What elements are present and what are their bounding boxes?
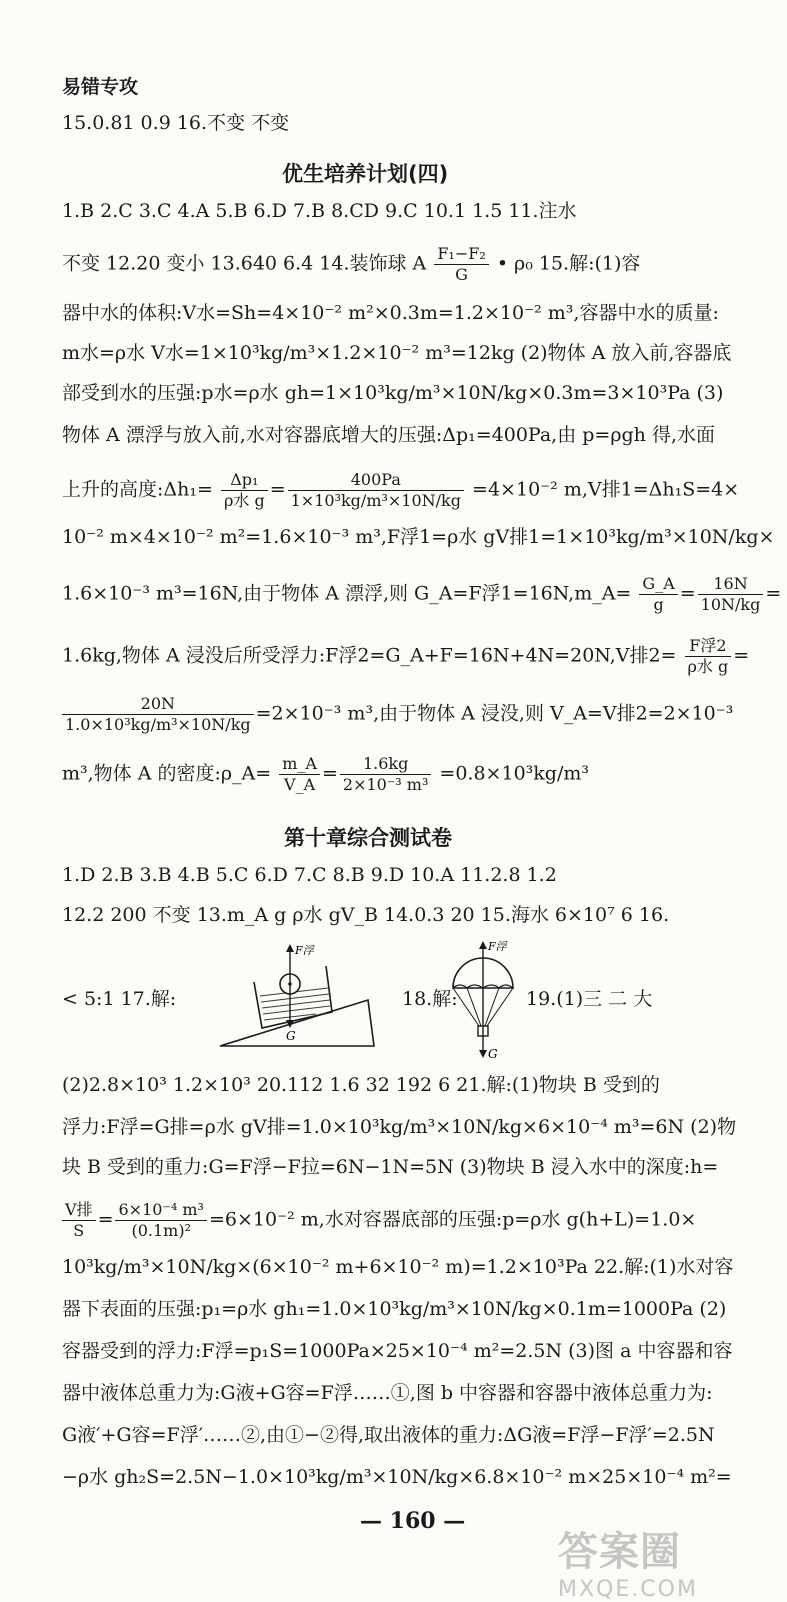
fraction bbox=[62, 694, 254, 735]
answer-line: 器下表面的压强:p₁=ρ水 gh₁=1.0×10³kg/m³×10N/kg×0.1m=1000Pa (2) bbox=[62, 1298, 727, 1320]
fraction-denominator: g bbox=[653, 595, 664, 614]
fraction-numerator: 20N bbox=[62, 694, 254, 715]
section-heading-yicuo: 易错专攻 bbox=[62, 76, 139, 98]
answer-line: 浮力:F浮=G排=ρ水 gV排=1.0×10³kg/m³×10N/kg×6×10⁻⁴ m³=6N (2)物 bbox=[62, 1116, 737, 1138]
line-text: =2×10⁻³ m³,由于物体 A 浸没,则 V_A=V排2=2×10⁻³ bbox=[255, 702, 734, 725]
answer-line: 15.0.81 0.9 16.不变 不变 bbox=[62, 112, 290, 134]
answer-line: m³,物体 A 的密度:ρ_A= $\frac{m\_A}{V\_A}$ = $\frac{1.6kg}{\text{2×10⁻³ m³}}$ =0.8×10³kg/m³ bbox=[62, 754, 589, 794]
answer-line: 容器受到的浮力:F浮=p₁S=1000Pa×25×10⁻⁴ m²=2.5N (3)图 a 中容器和容 bbox=[62, 1340, 733, 1362]
line-text: =0.8×10³kg/m³ bbox=[439, 762, 589, 785]
answer-line bbox=[62, 694, 733, 735]
answer-line: 器中水的体积:V水=Sh=4×10⁻² m²×0.3m=1.2×10⁻² m³,容器中水的质量: bbox=[62, 302, 719, 324]
answer-line bbox=[62, 244, 640, 285]
fraction-denominator: S bbox=[73, 1221, 85, 1240]
watermark-logo bbox=[558, 1520, 698, 1602]
fraction bbox=[288, 470, 464, 511]
line-text: m³,物体 A 的密度:ρ_A= bbox=[62, 762, 272, 785]
fraction-numerator: 16N bbox=[698, 574, 764, 595]
fraction-denominator: ρ水 g bbox=[223, 491, 265, 510]
answer-line: m水=ρ水 V水=1×10³kg/m³×1.2×10⁻² m³=12kg (2)物体 A 放入前,容器底 bbox=[62, 342, 732, 364]
answer-line: $\frac{\text{V排}}{S}$ = $\frac{\text{6×10⁻⁴ m³}}{\text{(0.1m)²}}$ =6×10⁻² m,水对容器底部的压强:p=ρ水 g(h+L)=1.0× bbox=[62, 1200, 696, 1241]
figure-18-buoyancy-label: F浮 bbox=[488, 940, 507, 953]
fraction-denominator: 10N/kg bbox=[700, 595, 761, 614]
answer-line bbox=[62, 636, 749, 677]
answer-line: G液′+G容=F浮′……②,由①−②得,取出液体的重力:ΔG液=F浮−F浮′=2.5N bbox=[62, 1424, 715, 1446]
fraction-numerator: 1.6kg bbox=[340, 754, 431, 775]
fraction-numerator: F₁−F₂ bbox=[434, 244, 488, 265]
fraction-numerator: G_A bbox=[639, 574, 677, 595]
fraction bbox=[115, 1200, 206, 1241]
answer-line: 物体 A 漂浮与放入前,水对容器底增大的压强:Δp₁=400Pa,由 p=ρgh 得,水面 bbox=[62, 424, 715, 446]
line-text: = bbox=[733, 644, 750, 667]
watermark-text: 答案圈 bbox=[558, 1529, 681, 1575]
page-number: — 160 — bbox=[360, 1508, 466, 1534]
figure-17-gravity-label: G bbox=[286, 1029, 296, 1043]
fraction-denominator: 1×10³kg/m³×10N/kg bbox=[290, 491, 461, 510]
answer-line: < 5:1 17.解: bbox=[62, 988, 177, 1010]
fraction bbox=[434, 244, 488, 285]
line-text: =6×10⁻² m,水对容器底部的压强:p=ρ水 g(h+L)=1.0× bbox=[208, 1208, 697, 1231]
line-text: = bbox=[765, 582, 782, 605]
fraction bbox=[685, 636, 732, 677]
line-text: 1.6kg,物体 A 浸没后所受浮力:F浮2=G_A+F=16N+4N=20N,V排2= bbox=[62, 644, 677, 667]
answer-line: 上升的高度:Δh₁= $\frac{\text{Δp₁}}{\text{ρ水 g}}$ = $\frac{400Pa}{\text{1×10³kg/m³×10N/kg}}$ =4×10⁻² m,V排1=Δh₁S=4× bbox=[62, 470, 740, 510]
answer-line: 部受到水的压强:p水=ρ水 gh=1×10³kg/m³×10N/kg×0.3m=3×10³Pa (3) bbox=[62, 382, 724, 404]
answer-line: 1.D 2.B 3.B 4.B 5.C 6.D 7.C 8.B 9.D 10.A 11.2.8 1.2 bbox=[62, 864, 557, 886]
answer-line: −ρ水 gh₂S=2.5N−1.0×10³kg/m³×10N/kg×6.8×10⁻² m×25×10⁻⁴ m²= bbox=[62, 1466, 732, 1488]
fraction-denominator: (0.1m)² bbox=[131, 1221, 191, 1240]
fraction-numerator: F浮2 bbox=[685, 636, 732, 657]
fraction-denominator: 1.0×10³kg/m³×10N/kg bbox=[65, 715, 251, 734]
figure-18-parachute-diagram bbox=[448, 938, 518, 1062]
line-text: 上升的高度:Δh₁= bbox=[62, 478, 213, 501]
answer-line: 器中液体总重力为:G液+G容=F浮……①,图 b 中容器和容器中液体总重力为: bbox=[62, 1382, 713, 1404]
answer-line: 1.6×10⁻³ m³=16N,由于物体 A 漂浮,则 G_A=F浮1=16N,m_A= $\frac{G\_A}{g}$ = $\frac{16N}{10N/kg}$ = bbox=[62, 574, 782, 614]
figure-17-ball-in-container-diagram bbox=[216, 942, 380, 1052]
fraction-denominator: V_A bbox=[284, 775, 316, 794]
fraction-denominator: G bbox=[455, 265, 468, 284]
line-text: • ρ₀ 15.解:(1)容 bbox=[496, 252, 641, 275]
watermark-url: MXQE.COM bbox=[558, 1577, 698, 1602]
line-text: 1.6×10⁻³ m³=16N,由于物体 A 漂浮,则 G_A=F浮1=16N,m_A= bbox=[62, 582, 632, 605]
fraction-numerator: 400Pa bbox=[288, 470, 464, 491]
answer-line: (2)2.8×10³ 1.2×10³ 20.112 1.6 32 192 6 21.解:(1)物块 B 受到的 bbox=[62, 1074, 660, 1096]
answer-line: 12.2 200 不变 13.m_A g ρ水 gV_B 14.0.3 20 15.海水 6×10⁷ 6 16. bbox=[62, 904, 670, 926]
answer-line: 10⁻² m×4×10⁻² m²=1.6×10⁻³ m³,F浮1=ρ水 gV排1=1×10³kg/m³×10N/kg× bbox=[62, 526, 775, 548]
answer-line: 10³kg/m³×10N/kg×(6×10⁻² m+6×10⁻² m)=1.2×10³Pa 22.解:(1)水对容 bbox=[62, 1256, 734, 1278]
figure-17-buoyancy-label: F浮 bbox=[295, 944, 314, 957]
line-text: 不变 12.20 变小 13.640 6.4 14.装饰球 A bbox=[62, 252, 427, 275]
section-heading-chapter: 第十章综合测试卷 bbox=[284, 826, 452, 850]
fraction-denominator: ρ水 g bbox=[687, 657, 729, 676]
fraction bbox=[698, 574, 764, 615]
fraction-numerator: Δp₁ bbox=[221, 470, 268, 491]
line-text: =4×10⁻² m,V排1=Δh₁S=4× bbox=[472, 478, 740, 501]
section-heading-yousheng: 优生培养计划(四) bbox=[282, 162, 449, 186]
fraction bbox=[62, 1200, 96, 1241]
fraction-numerator: m_A bbox=[279, 754, 320, 775]
answer-line: 19.(1)三 二 大 bbox=[526, 988, 653, 1010]
answer-line: 1.B 2.C 3.C 4.A 5.B 6.D 7.B 8.CD 9.C 10.1 1.5 11.注水 bbox=[62, 200, 577, 222]
fraction bbox=[639, 574, 677, 615]
fraction-numerator: 6×10⁻⁴ m³ bbox=[115, 1200, 206, 1221]
answer-line: 18.解: bbox=[402, 988, 458, 1010]
answer-line: 块 B 受到的重力:G=F浮−F拉=6N−1N=5N (3)物块 B 浸入水中的深度:h= bbox=[62, 1156, 719, 1178]
fraction-denominator: 2×10⁻³ m³ bbox=[342, 775, 429, 794]
figure-18-gravity-label: G bbox=[488, 1047, 498, 1061]
fraction bbox=[221, 470, 268, 511]
fraction-numerator: V排 bbox=[62, 1200, 96, 1221]
fraction bbox=[279, 754, 320, 795]
fraction bbox=[340, 754, 431, 795]
